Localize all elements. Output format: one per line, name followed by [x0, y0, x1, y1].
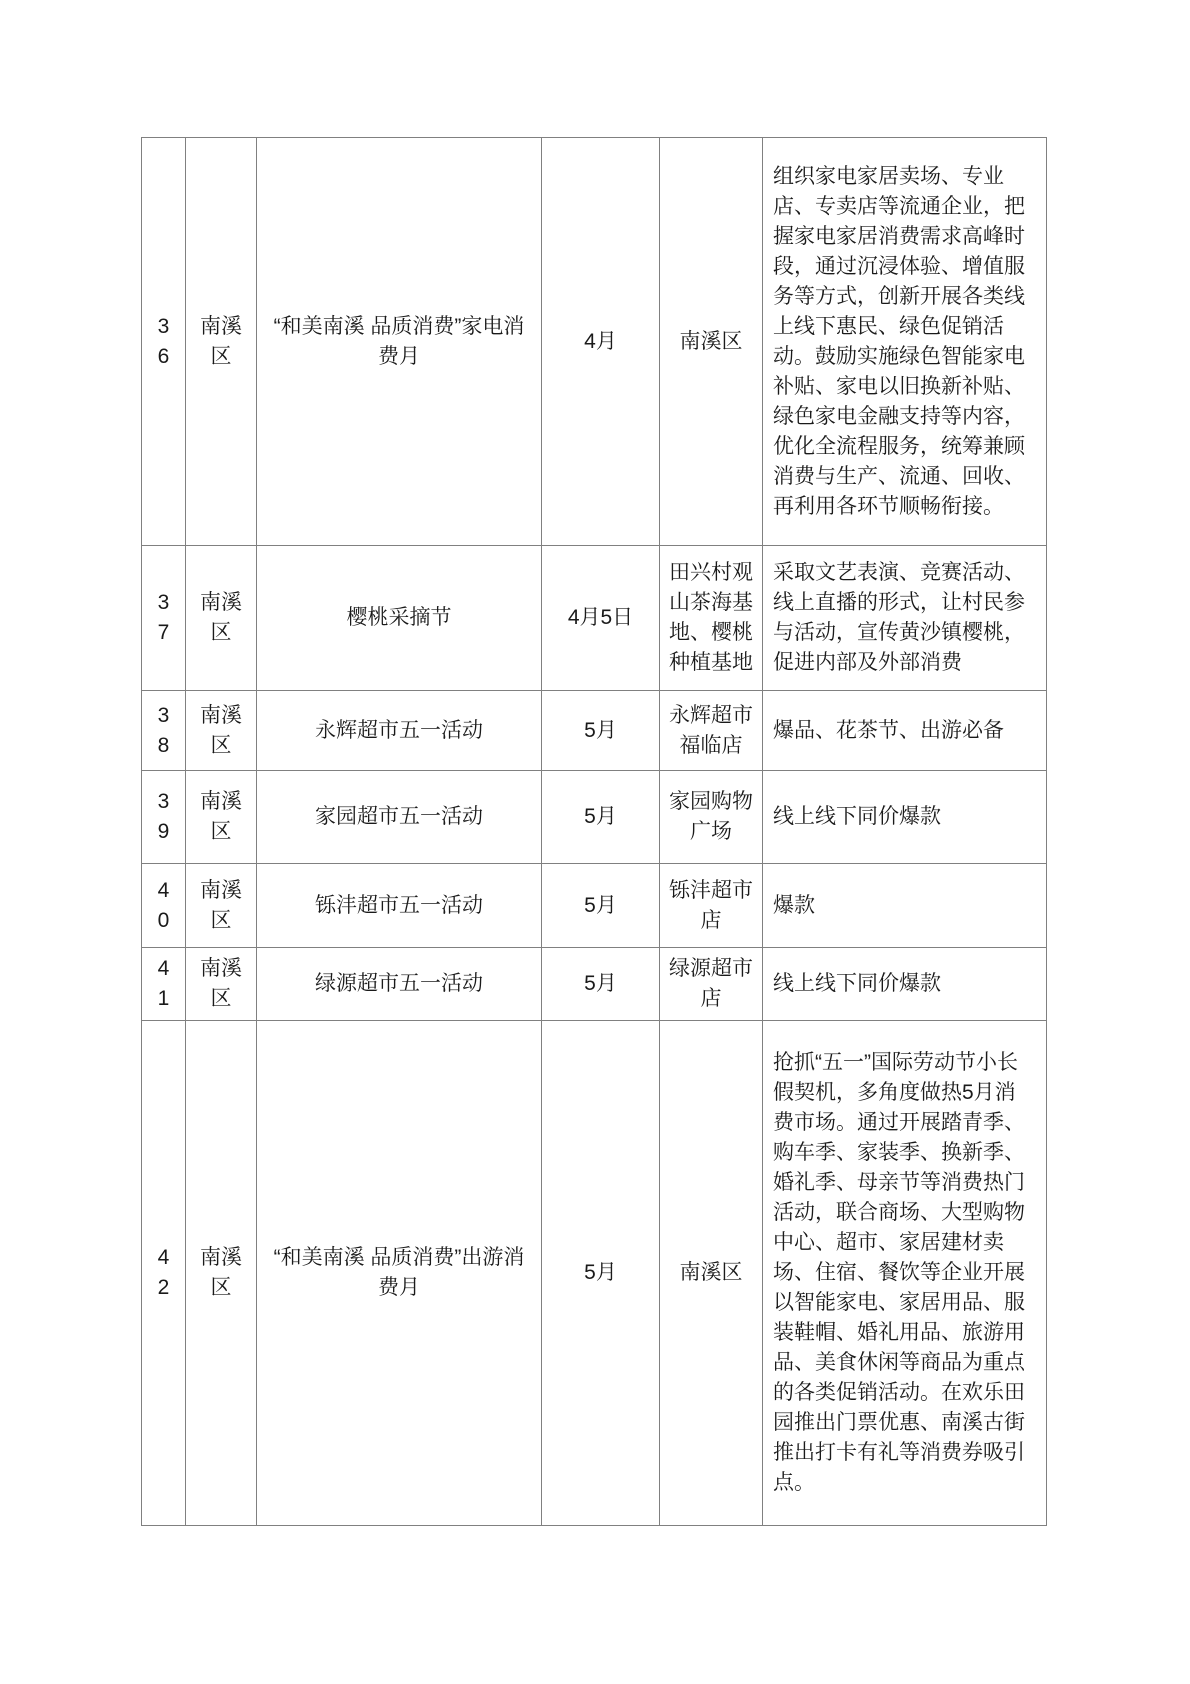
- date-cell: 5月: [542, 1021, 660, 1526]
- table-row: [142, 691, 1047, 771]
- description-cell: 采取文艺表演、竞赛活动、线上直播的形式，让村民参与活动，宣传黄沙镇樱桃，促进内部及外部消费: [763, 546, 1047, 691]
- description-cell: 爆款: [763, 864, 1047, 948]
- activity-name-cell: 樱桃采摘节: [257, 546, 542, 691]
- table-row: [142, 771, 1047, 864]
- location-cell: 南溪区: [660, 138, 763, 546]
- location-cell: 家园购物广场: [660, 771, 763, 864]
- district-cell: 南溪区: [186, 948, 257, 1021]
- table-row: [142, 864, 1047, 948]
- date-cell: 4月: [542, 138, 660, 546]
- district-cell: 南溪区: [186, 771, 257, 864]
- row-number-cell: 40: [142, 864, 186, 948]
- row-number-cell: 42: [142, 1021, 186, 1526]
- location-cell: 绿源超市店: [660, 948, 763, 1021]
- location-cell: 永辉超市福临店: [660, 691, 763, 771]
- table-row: [142, 1021, 1047, 1526]
- date-cell: 4月5日: [542, 546, 660, 691]
- table-row: [142, 138, 1047, 546]
- row-number-cell: 37: [142, 546, 186, 691]
- district-cell: 南溪区: [186, 1021, 257, 1526]
- row-number-cell: 39: [142, 771, 186, 864]
- activity-name-cell: 绿源超市五一活动: [257, 948, 542, 1021]
- activity-name-cell: 铄沣超市五一活动: [257, 864, 542, 948]
- district-cell: 南溪区: [186, 138, 257, 546]
- row-number-cell: 38: [142, 691, 186, 771]
- description-cell: 线上线下同价爆款: [763, 771, 1047, 864]
- date-cell: 5月: [542, 948, 660, 1021]
- description-cell: 爆品、花茶节、出游必备: [763, 691, 1047, 771]
- table-row: [142, 948, 1047, 1021]
- activity-name-cell: “和美南溪 品质消费”家电消费月: [257, 138, 542, 546]
- row-number-cell: 36: [142, 138, 186, 546]
- activity-name-cell: 家园超市五一活动: [257, 771, 542, 864]
- location-cell: 铄沣超市店: [660, 864, 763, 948]
- location-cell: 田兴村观山茶海基地、樱桃种植基地: [660, 546, 763, 691]
- description-cell: 线上线下同价爆款: [763, 948, 1047, 1021]
- activity-name-cell: 永辉超市五一活动: [257, 691, 542, 771]
- district-cell: 南溪区: [186, 864, 257, 948]
- date-cell: 5月: [542, 691, 660, 771]
- location-cell: 南溪区: [660, 1021, 763, 1526]
- date-cell: 5月: [542, 864, 660, 948]
- description-cell: 抢抓“五一”国际劳动节小长假契机，多角度做热5月消费市场。通过开展踏青季、购车季、家装季、换新季、婚礼季、母亲节等消费热门活动，联合商场、大型购物中心、超市、家居建材卖场、住宿、餐饮等企业开展以智能家电、家居用品、服装鞋帽、婚礼用品、旅游用品、美食休闲等商品为重点的各类促销活动。在欢乐田园推出门票优惠、南溪古街推出打卡有礼等消费券吸引点。: [763, 1021, 1047, 1526]
- district-cell: 南溪区: [186, 546, 257, 691]
- activity-name-cell: “和美南溪 品质消费”出游消费月: [257, 1021, 542, 1526]
- row-number-cell: 41: [142, 948, 186, 1021]
- description-cell: 组织家电家居卖场、专业店、专卖店等流通企业，把握家电家居消费需求高峰时段，通过沉浸体验、增值服务等方式，创新开展各类线上线下惠民、绿色促销活动。鼓励实施绿色智能家电补贴、家电以旧换新补贴、绿色家电金融支持等内容，优化全流程服务，统筹兼顾消费与生产、流通、回收、再利用各环节顺畅衔接。: [763, 138, 1047, 546]
- activities-table: [141, 137, 1047, 1526]
- district-cell: 南溪区: [186, 691, 257, 771]
- table-row: [142, 546, 1047, 691]
- date-cell: 5月: [542, 771, 660, 864]
